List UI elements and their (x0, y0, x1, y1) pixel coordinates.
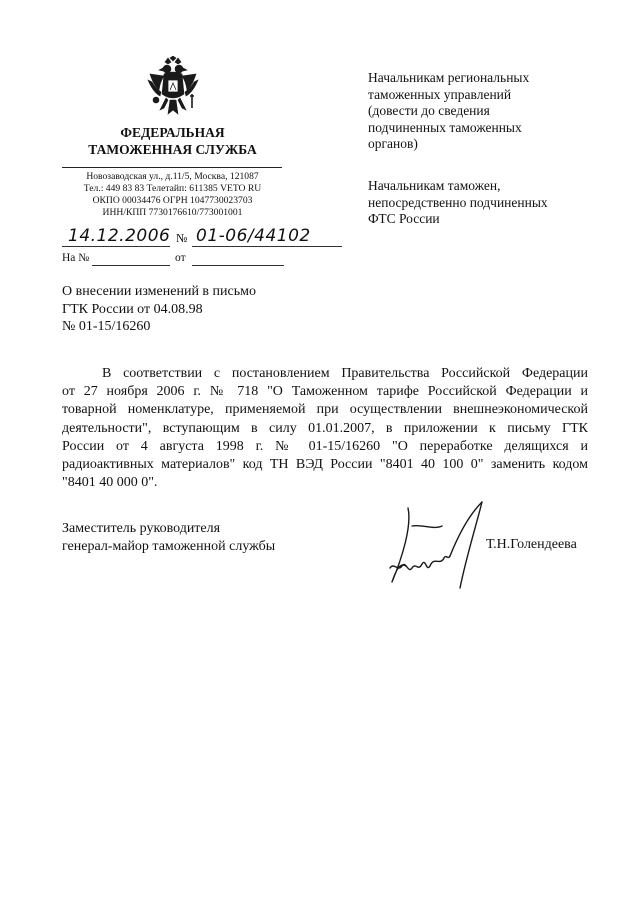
coat-of-arms-icon (146, 56, 200, 118)
reference-date-label: от (175, 252, 186, 264)
body-line: радиоактивных материалов" код ТН ВЭД России "8401 40 100 0" заменить кодом (62, 457, 588, 473)
addressee-block-2 (368, 178, 598, 228)
registration-date: 14.12.2006 (68, 226, 171, 246)
addressee-block-1 (368, 70, 598, 153)
organization-name-line-1: ФЕДЕРАЛЬНАЯ (120, 125, 225, 140)
phone-line: Тел.: 449 83 83 Телетайп: 611385 VETO RU (83, 183, 262, 194)
signatory-title (62, 520, 342, 556)
inn-kpp-line: ИНН/КПП 7730176610/773001001 (102, 207, 243, 218)
date-underline (62, 246, 170, 247)
letter-subject (62, 283, 322, 336)
signatory-name: Т.Н.Голендеева (486, 537, 577, 552)
body-line: деятельности", вступающим в силу 01.01.2007, в приложении к письму ГТК (62, 420, 588, 436)
signatory-title-line: Заместитель руководителя (62, 521, 221, 536)
addressee-line: ФТС России (368, 211, 440, 226)
body-line: России от 4 августа 1998 г. № 01-15/16260 "О переработке делящихся и (62, 438, 588, 454)
address-line: Новозаводская ул., д.11/5, Москва, 121087 (86, 171, 259, 182)
contact-details (60, 171, 285, 219)
handwritten-signature-icon (382, 496, 492, 600)
reference-date-blank (192, 265, 284, 266)
registration-date-number (62, 226, 312, 250)
body-line: В соответствии с постановлением Правительства Российской Федерации (102, 366, 588, 381)
organization-name (60, 124, 285, 158)
subject-line: О внесении изменений в письмо (62, 284, 256, 299)
addressee-line: Начальникам региональных (368, 70, 530, 85)
number-underline (192, 246, 342, 247)
addressee-line: подчиненных таможенных (368, 119, 522, 135)
reference-line (62, 252, 312, 270)
body-line: товарной номенклатуре, применяемой при осуществлении внешнеэкономической (62, 402, 588, 418)
addressee-line: таможенных управлений (368, 86, 512, 102)
reference-number-label: На № (62, 252, 90, 264)
header-divider (62, 167, 282, 168)
body-line: "8401 40 000 0". (62, 475, 158, 491)
addressee-line: органов) (368, 136, 418, 151)
subject-line: ГТК России от 04.08.98 (62, 301, 203, 317)
organization-name-line-2: ТАМОЖЕННАЯ СЛУЖБА (88, 142, 257, 157)
body-line: от 27 ноября 2006 г. № 718 "О Таможенном тарифе Российской Федерации и (62, 384, 588, 400)
addressee-line: Начальникам таможен, (368, 178, 501, 193)
letter-body (62, 365, 588, 492)
number-symbol: № (176, 231, 188, 245)
okpo-ogrn-line: ОКПО 00034476 ОГРН 1047730023703 (92, 195, 253, 206)
subject-line: № 01-15/16260 (62, 319, 151, 334)
addressee-line: непосредственно подчиненных (368, 194, 548, 210)
registration-number: 01-06/44102 (196, 226, 311, 246)
signatory-title-line: генерал-майор таможенной службы (62, 539, 276, 554)
addressee-line: (довести до сведения (368, 103, 490, 118)
reference-number-blank (92, 265, 170, 266)
